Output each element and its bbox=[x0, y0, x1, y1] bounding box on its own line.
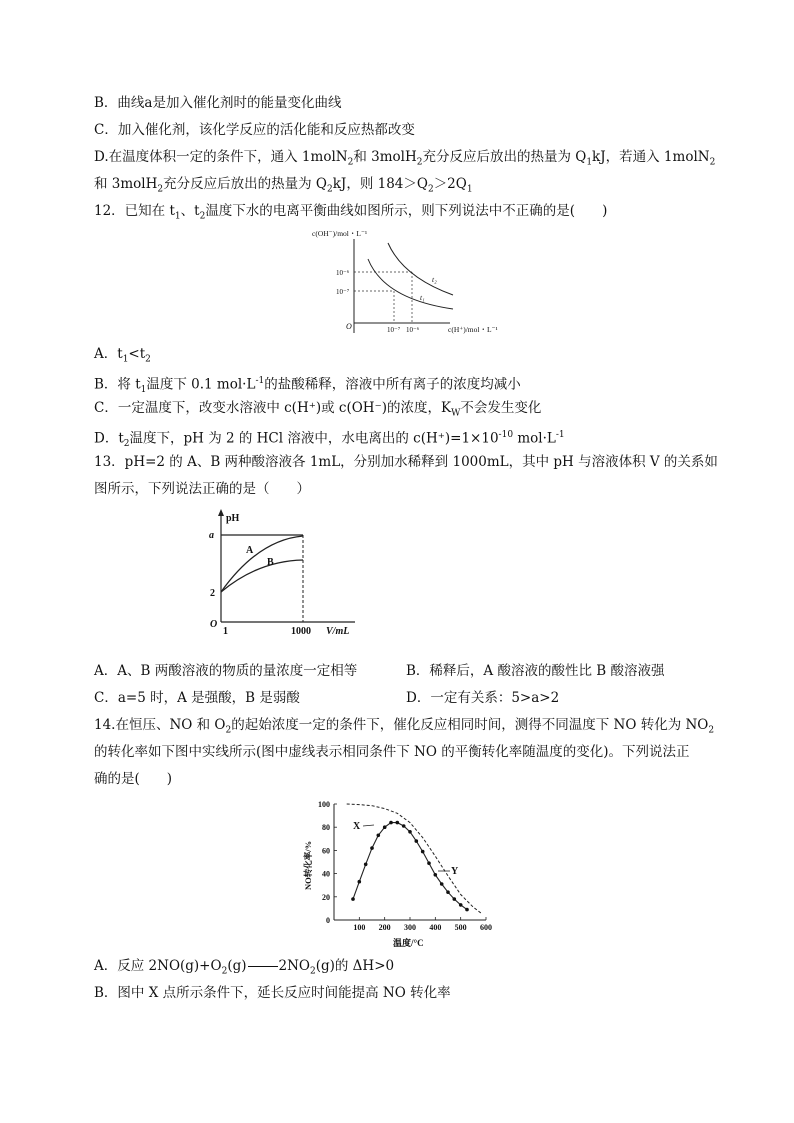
text: 充分反应后放出的热量为 Q bbox=[163, 176, 327, 192]
q14-conversion-curve bbox=[353, 823, 467, 910]
data-point bbox=[415, 839, 419, 843]
q14-stem-line1 bbox=[94, 716, 714, 740]
text: <t bbox=[128, 346, 146, 362]
q12-ylabel: c(OH⁻)/mol・L⁻¹ bbox=[312, 229, 368, 238]
q13-xtick-1: 1 bbox=[223, 626, 228, 637]
text: mol·L bbox=[513, 430, 556, 447]
q13-label-b: B bbox=[267, 557, 274, 568]
q11-option-c[interactable]: C．加入催化剂，该化学反应的活化能和反应热都改变 bbox=[94, 122, 415, 138]
q11-option-d-line2 bbox=[94, 175, 473, 199]
q12-xtick-hi: 10⁻⁶ bbox=[406, 326, 420, 334]
text: 充分反应后放出的热量为 Q bbox=[422, 149, 587, 165]
x-tick-label: 200 bbox=[378, 923, 391, 932]
x-tick-label: 100 bbox=[353, 923, 366, 932]
q13-ytick-a: a bbox=[209, 530, 214, 541]
q13-xlabel: V/mL bbox=[326, 626, 350, 637]
q13-option-c[interactable]: C．a=5 时，A 是强酸，B 是弱酸 bbox=[94, 690, 300, 706]
sub: 2 bbox=[199, 211, 206, 222]
y-tick-label: 100 bbox=[318, 800, 330, 809]
data-point bbox=[421, 850, 425, 854]
sub: 1 bbox=[122, 354, 129, 365]
data-point bbox=[465, 908, 469, 912]
y-tick-label: 20 bbox=[322, 892, 330, 902]
text: kJ，若通入 1molN bbox=[592, 149, 710, 165]
q13-y-arrow bbox=[218, 509, 224, 516]
sub: 2 bbox=[427, 184, 434, 195]
text: ＞2Q bbox=[433, 176, 467, 192]
q12-origin: O bbox=[346, 322, 352, 331]
sub: 1 bbox=[466, 184, 473, 195]
q13-figure bbox=[200, 505, 370, 637]
q13-option-d[interactable]: D．一定有关系：5>a>2 bbox=[406, 690, 560, 706]
sub: 2 bbox=[709, 157, 716, 168]
data-point bbox=[377, 834, 381, 838]
x-tick-label: 400 bbox=[429, 923, 442, 932]
q14-stem-line3: 确的是( ) bbox=[94, 771, 173, 787]
q11-option-d-line1[interactable] bbox=[94, 148, 715, 172]
q14-label-y: Y bbox=[451, 866, 459, 877]
q13-option-a[interactable]: A．A、B 两酸溶液的物质的量浓度一定相等 bbox=[94, 663, 358, 679]
q12-option-c[interactable] bbox=[94, 399, 541, 423]
sub: 2 bbox=[416, 157, 423, 168]
sub: 1 bbox=[174, 211, 181, 222]
data-point bbox=[383, 825, 387, 829]
q14-option-a[interactable] bbox=[94, 957, 394, 981]
text: kJ，则 184＞Q bbox=[332, 176, 428, 192]
text: D.在温度体积一定的条件下，通入 1molN bbox=[94, 149, 348, 165]
q14-figure bbox=[290, 794, 505, 951]
sub: 2 bbox=[327, 184, 333, 195]
q14-option-b[interactable]: B．图中 X 点所示条件下，延长反应时间能提高 NO 转化率 bbox=[94, 985, 451, 1001]
sub: 1 bbox=[586, 157, 593, 168]
x-tick-label: 300 bbox=[404, 923, 416, 932]
reaction-arrow bbox=[248, 966, 278, 967]
text: A．t bbox=[94, 346, 123, 362]
y-tick-label: 40 bbox=[322, 869, 330, 879]
data-point bbox=[402, 824, 406, 828]
sub: 2 bbox=[708, 725, 715, 736]
text: 2NO bbox=[278, 958, 310, 974]
text: B．将 t bbox=[94, 376, 141, 393]
y-tick-label: 0 bbox=[326, 916, 330, 925]
text: (g) bbox=[227, 958, 247, 974]
sup: -10 bbox=[498, 430, 514, 440]
q12-option-b[interactable] bbox=[94, 372, 521, 399]
sub: 2 bbox=[123, 439, 130, 450]
q14-equilibrium-curve bbox=[347, 804, 481, 913]
q13-origin: O bbox=[210, 619, 218, 630]
data-point bbox=[434, 873, 438, 877]
data-point bbox=[396, 821, 400, 825]
data-point bbox=[358, 880, 362, 884]
q13-option-b[interactable]: B．稀释后，A 酸溶液的酸性比 B 酸溶液强 bbox=[406, 663, 665, 679]
q12-xlabel: c(H⁺)/mol・L⁻¹ bbox=[448, 325, 498, 334]
data-point bbox=[453, 897, 457, 901]
text: 温度下水的电离平衡曲线如图所示，则下列说法中不正确的是( ) bbox=[205, 203, 608, 219]
data-point bbox=[408, 830, 412, 834]
text: D．t bbox=[94, 430, 124, 447]
x-tick-label: 500 bbox=[454, 923, 467, 932]
q12-label-t2: t₂ bbox=[432, 275, 437, 284]
text: 14.在恒压、NO 和 O bbox=[94, 717, 226, 733]
y-tick-label: 60 bbox=[322, 846, 330, 856]
q14-label-x: X bbox=[353, 821, 361, 832]
text: 、t bbox=[180, 203, 200, 219]
data-point bbox=[370, 846, 374, 850]
q13-stem-line2: 图所示，下列说法正确的是（ ） bbox=[94, 481, 310, 497]
q12-label-t1: t₁ bbox=[420, 293, 425, 302]
q13-stem-line1: 13．pH=2 的 A、B 两种酸溶液各 1mL，分别加水稀释到 1000mL，其中 pH 与溶液体积 V 的关系如 bbox=[94, 454, 718, 470]
x-tick-label: 600 bbox=[480, 923, 492, 932]
text: A．反应 2NO(g)+O bbox=[94, 958, 222, 974]
text: 温度下，pH 为 2 的 HCl 溶液中，水电离出的 c(H⁺)=1×10 bbox=[129, 430, 499, 447]
text: 12．已知在 t bbox=[94, 203, 175, 219]
data-point bbox=[389, 821, 393, 825]
q12-xtick-lo: 10⁻⁷ bbox=[387, 326, 401, 334]
q14-ticks bbox=[318, 800, 492, 932]
q13-label-a: A bbox=[246, 545, 254, 556]
data-point bbox=[446, 890, 450, 894]
text: 和 3molH bbox=[353, 149, 417, 165]
text: C．一定温度下，改变水溶液中 c(H⁺)或 c(OH⁻)的浓度，K bbox=[94, 400, 452, 416]
sup: -1 bbox=[555, 430, 565, 440]
q12-option-a[interactable] bbox=[94, 345, 151, 369]
q14-ylabel: NO转化率/% bbox=[303, 840, 313, 890]
text: 和 3molH bbox=[94, 176, 158, 192]
q14-xlabel: 温度/°C bbox=[393, 938, 424, 948]
sup: -1 bbox=[255, 376, 265, 386]
sub: 2 bbox=[145, 354, 151, 365]
q12-stem bbox=[94, 202, 607, 226]
data-point bbox=[459, 903, 463, 907]
q12-figure bbox=[300, 225, 520, 340]
data-point bbox=[351, 897, 355, 901]
q11-option-b[interactable]: B．曲线a是加入催化剂时的能量变化曲线 bbox=[94, 95, 342, 111]
q14-pointer-x bbox=[363, 825, 374, 826]
text: 的起始浓度一定的条件下，催化反应相同时间，测得不同温度下 NO 转化为 NO bbox=[231, 717, 709, 733]
q12-ytick-hi: 10⁻⁶ bbox=[336, 269, 350, 277]
q13-curve-a bbox=[221, 536, 303, 592]
q13-xtick-1000: 1000 bbox=[291, 626, 311, 637]
q12-curve-t1 bbox=[368, 259, 453, 309]
data-point bbox=[440, 882, 444, 886]
sub: W bbox=[451, 408, 461, 419]
q12-ytick-lo: 10⁻⁷ bbox=[336, 288, 350, 296]
data-point bbox=[427, 861, 431, 865]
sub: 2 bbox=[157, 184, 164, 195]
text: 的盐酸稀释，溶液中所有离子的浓度均减小 bbox=[264, 376, 521, 393]
text: (g)的 ΔH>0 bbox=[315, 958, 395, 974]
data-point bbox=[364, 863, 368, 867]
sub: 2 bbox=[225, 725, 232, 736]
q13-ytick-2: 2 bbox=[210, 588, 215, 599]
q13-ylabel: pH bbox=[226, 513, 240, 524]
sub: 2 bbox=[309, 966, 316, 977]
q12-option-d[interactable] bbox=[94, 426, 565, 453]
q14-stem-line2: 的转化率如下图中实线所示(图中虚线表示相同条件下 NO 的平衡转化率随温度的变化)。下列说法正 bbox=[94, 744, 690, 760]
q12-curve-t2 bbox=[388, 243, 453, 295]
sub: 2 bbox=[347, 157, 354, 168]
text: 不会发生变化 bbox=[460, 400, 542, 416]
text: 温度下 0.1 mol·L bbox=[146, 376, 256, 393]
sub: 1 bbox=[140, 385, 147, 396]
y-tick-label: 80 bbox=[322, 823, 330, 833]
sub: 2 bbox=[221, 966, 228, 977]
